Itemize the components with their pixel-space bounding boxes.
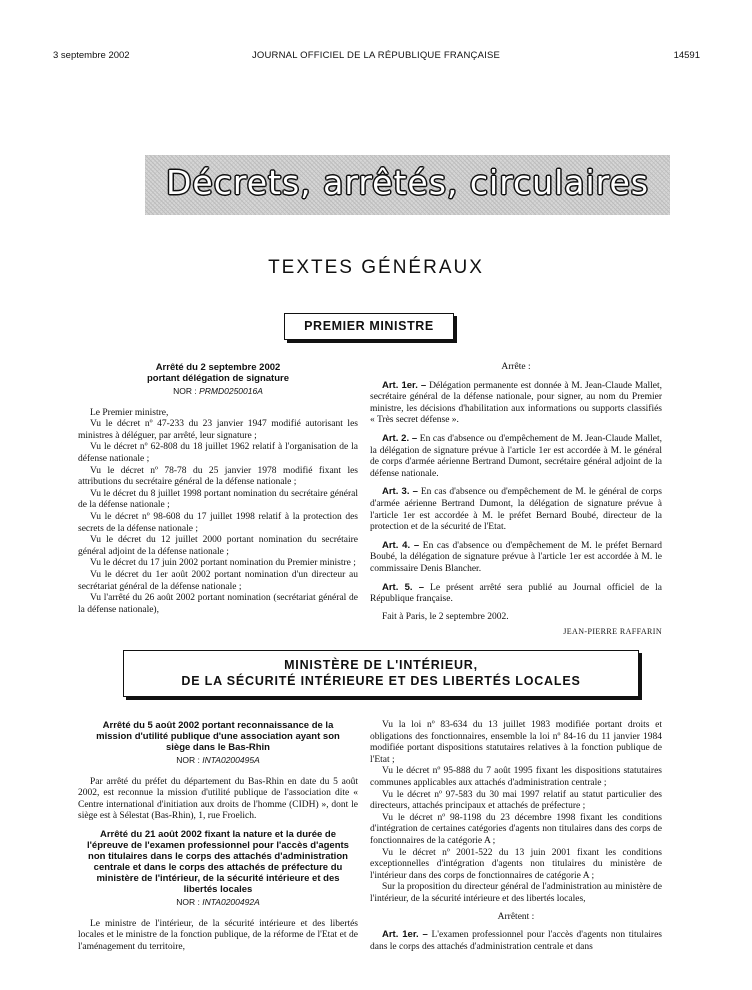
- nor-label: NOR :: [176, 755, 200, 765]
- article-number: Art. 4. –: [382, 539, 420, 551]
- column-right-bottom: [370, 720, 662, 953]
- article-number: Art. 3. –: [382, 486, 418, 498]
- arrete2-title: Arrêté du 5 août 2002 portant reconnaissance de la mission d'utilité publique d'une association ayant son siège dans le Bas-Rhin: [96, 720, 340, 753]
- arrete2-nor: [78, 755, 358, 767]
- arretent-label: Arrêtent :: [497, 911, 535, 922]
- article-text: En cas d'absence ou d'empêchement de M. Jean-Claude Mallet, la délégation de signature prévue à l'article 1er est accordée à M. le général de corps d'armée aérienne Bertrand Dumont, secrétaire général adjoint de la défense nationale.: [370, 433, 662, 479]
- paragraph: Le Premier ministre,: [90, 407, 169, 418]
- paragraph: Vu le décret nº 97-583 du 30 mai 1997 relatif au statut particulier des directeurs, attachés principaux et attachés de préfecture ;: [370, 789, 662, 812]
- paragraph: Vu le décret nº 95-888 du 7 août 1995 fixant les dispositions statutaires communes applicables aux attachés d'administration centrale ;: [370, 766, 662, 788]
- paragraph: Le ministre de l'intérieur, de la sécurité intérieure et des libertés locales et le ministre de la fonction publique, de la réforme de l'Etat et de l'aménagement du territoire,: [78, 918, 358, 952]
- signature: JEAN-PIERRE RAFFARIN: [563, 627, 662, 637]
- paragraph: Sur la proposition du directeur général de l'administration au ministère de l'intérieur, de la sécurité intérieure et des libertés locales,: [370, 882, 662, 904]
- ministry-box-premier-ministre: PREMIER MINISTRE: [284, 313, 454, 340]
- arrete3-nor: [78, 897, 358, 909]
- done-at: Fait à Paris, le 2 septembre 2002.: [382, 611, 509, 622]
- article-4: [370, 540, 662, 576]
- article-text: L'examen professionnel pour l'accès d'agents non titulaires dans le corps des attachés d'administration centrale et dans: [370, 930, 663, 952]
- arrete1-title-line2: portant délégation de signature: [147, 373, 289, 384]
- section-title: TEXTES GÉNÉRAUX: [268, 257, 484, 278]
- column-right-top: [370, 362, 662, 638]
- paragraph: Par arrêté du préfet du département du Bas-Rhin en date du 5 août 2002, est reconnue la mission d'utilité publique de l'association dite « Centre international d'initiation aux droits de l'homme (CIDH) », dont le siège est à Sélestat (Bas-Rhin), 1, rue Froelich.: [78, 776, 358, 822]
- header-date: 3 septembre 2002: [53, 50, 130, 61]
- nor-label: NOR :: [176, 896, 200, 907]
- ministry-box-interieur: [123, 650, 639, 697]
- nor-code: INTA0200495A: [202, 755, 260, 765]
- header-page-number: 14591: [673, 50, 700, 61]
- article-2: [370, 433, 662, 480]
- banner-title: Décrets, arrêtés, circulaires: [166, 163, 649, 202]
- article-3: [370, 486, 662, 533]
- header-title: JOURNAL OFFICIEL DE LA RÉPUBLIQUE FRANÇAISE: [251, 50, 501, 61]
- arrete3-title: Arrêté du 21 août 2002 fixant la nature et la durée de l'épreuve de l'examen professionnel pour l'accès d'agents non titulaires dans le corps des attachés d'administration centrale et dans le corps des attachés de préfecture du ministère de l'intérieur, de la sécurité intérieure et des libertés locales: [87, 828, 349, 895]
- article-text: Le présent arrêté sera publié au Journal officiel de la République française.: [370, 582, 662, 605]
- article-text: En cas d'absence ou d'empêchement de M. le préfet Bernard Boubé, la délégation de signature prévue à l'article 1er est accordée à M. le commissaire Denis Blancher.: [370, 540, 663, 574]
- ministry-line2: DE LA SÉCURITÉ INTÉRIEURE ET DES LIBERTÉS LOCALES: [181, 674, 581, 688]
- paragraph: Vu le décret du 8 juillet 1998 portant nomination du secrétaire général de la défense nationale ;: [78, 488, 358, 511]
- article-number: Art. 2. –: [382, 432, 418, 444]
- article-text: Délégation permanente est donnée à M. Jean-Claude Mallet, secrétaire général de la défense nationale, pour signer, au nom du Premier ministre, les décisions d'habilitation aux informations ou supports classifiés « Très secret défense ».: [370, 380, 663, 426]
- paragraph: Vu le décret du 1er août 2002 portant nomination d'un directeur au secrétariat général de la défense nationale ;: [78, 569, 358, 592]
- nor-code: INTA0200492A: [202, 896, 260, 907]
- section-banner: [145, 155, 670, 215]
- arrete-label: Arrête :: [501, 362, 531, 372]
- nor-code: PRMD0250016A: [199, 386, 263, 396]
- paragraph: Vu le décret nº 47-233 du 23 janvier 1947 modifié autorisant les ministres à déléguer, par arrêté, leur signature ;: [78, 419, 358, 441]
- paragraph: Vu le décret nº 98-608 du 17 juillet 1998 relatif à la protection des secrets de la défense nationale ;: [78, 511, 358, 534]
- article-number: Art. 1er. –: [382, 929, 428, 941]
- paragraph: Vu le décret nº 2001-522 du 13 juin 2001 fixant les conditions exceptionnelles d'intégration d'agents non titulaires du ministère de l'intérieur dans des corps de fonctionnaires de catégorie A ;: [370, 847, 662, 881]
- paragraph: Vu le décret du 12 juillet 2000 portant nomination du secrétaire général adjoint de la défense nationale ;: [78, 535, 358, 557]
- ministry-line1: MINISTÈRE DE L'INTÉRIEUR,: [284, 658, 478, 672]
- paragraph: Vu le décret nº 78-78 du 25 janvier 1978 modifié fixant les attributions du secrétaire général de la défense nationale ;: [78, 465, 358, 488]
- arrete1-title-line1: Arrêté du 2 septembre 2002: [155, 362, 281, 373]
- paragraph: Vu la loi nº 83-634 du 13 juillet 1983 modifiée portant droits et obligations des fonctionnaires, ensemble la loi nº 84-16 du 11 janvier 1984 modifiée portant dispositions statutaires relatives à la fonction publique de l'Etat ;: [370, 720, 662, 765]
- article-number: Art. 5. –: [382, 581, 425, 593]
- article-1: [370, 380, 662, 427]
- column-left-top: [78, 362, 358, 616]
- article-number: Art. 1er. –: [382, 379, 427, 391]
- paragraph: Vu le décret du 17 juin 2002 portant nomination du Premier ministre ;: [90, 558, 356, 569]
- article-5: [370, 582, 662, 606]
- paragraph: Vu l'arrêté du 26 août 2002 portant nomination (secrétariat général de la défense nationale),: [78, 593, 358, 615]
- article-text: En cas d'absence ou d'empêchement de M. le général de corps d'armée aérienne Bertrand Dumont, la délégation de signature prévue à l'article 1er est accordée à M. le préfet Bernard Boubé, directeur de la protection et de la sécurité de l'Etat.: [370, 487, 663, 533]
- paragraph: Vu le décret nº 62-808 du 18 juillet 1962 relatif à l'organisation de la défense nationale ;: [78, 442, 358, 464]
- column-left-bottom: [78, 720, 358, 953]
- arrete1-nor: [78, 386, 358, 398]
- paragraph: Vu le décret nº 98-1198 du 23 décembre 1998 fixant les conditions d'intégration de certaines catégories d'agents non titulaires dans des corps de fonctionnaires de la catégorie A ;: [370, 812, 662, 846]
- article-1: [370, 929, 662, 953]
- nor-label: NOR :: [173, 386, 197, 396]
